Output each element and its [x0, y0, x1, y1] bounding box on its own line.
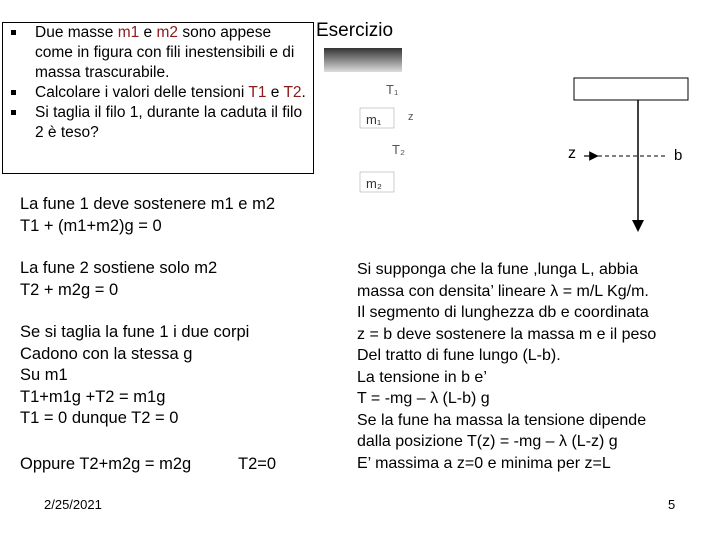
text-line: Se la fune ha massa la tensione dipende: [357, 411, 647, 429]
text-line: Cadono con la stessa g: [20, 344, 193, 363]
question-text: e: [139, 24, 157, 41]
question-list: [3, 23, 313, 143]
text-line: T = -mg – λ (L-b) g: [357, 390, 490, 407]
text-line: z = b deve sostenere la massa m e il peso: [357, 325, 657, 343]
label-t2: T₂: [392, 142, 405, 157]
text-line: T1 + (m1+m2)g = 0: [20, 216, 162, 235]
block-fune-1: [20, 194, 275, 237]
text-line: La fune 1 deve sostenere m1 e m2: [20, 195, 275, 213]
text-line: Si supponga che la fune ,lunga L, abbia: [357, 261, 639, 278]
label-z: z: [408, 111, 414, 123]
footer-date: 2/25/2021: [44, 497, 102, 512]
ceiling-bar: [324, 48, 402, 72]
label-m1: m₁: [366, 112, 382, 127]
text-line: Del tratto di fune lungo (L-b).: [357, 347, 561, 364]
block-fune-2: [20, 258, 217, 301]
rope-density-explanation: [357, 259, 656, 474]
bullet-icon: [11, 110, 16, 115]
text-line: La fune 2 sostiene solo m2: [20, 259, 218, 277]
question-text: e: [266, 84, 284, 101]
text-line: Il segmento di lunghezza db e coordinata: [357, 304, 649, 321]
highlighted-term: m2: [156, 24, 179, 41]
label-m2: m₂: [366, 176, 382, 191]
hanging-masses-diagram: [320, 40, 440, 200]
question-text: .: [301, 84, 306, 101]
label-z-axis: z: [568, 145, 576, 162]
label-b: b: [674, 147, 683, 164]
highlighted-term: m1: [117, 24, 140, 41]
question-item: [3, 83, 313, 103]
text-line: dalla posizione T(z) = -mg – λ (L-z) g: [357, 433, 618, 450]
question-text: Due masse: [35, 24, 118, 41]
text-line: La tensione in b e’: [357, 368, 487, 386]
block-taglio: [20, 322, 249, 430]
question-item: [3, 23, 313, 83]
question-box: [2, 22, 314, 174]
highlighted-term: T1: [248, 84, 267, 101]
label-t1: T₁: [386, 82, 399, 97]
page-number: 5: [668, 497, 676, 512]
text-line: T1+m1g +T2 = m1g: [20, 387, 166, 406]
text-line: massa con densita’ lineare λ = m/L Kg/m.: [357, 282, 649, 300]
highlighted-term: T2: [283, 84, 302, 101]
question-text: Si taglia il filo 1, durante la caduta il filo 2 è teso?: [35, 104, 303, 141]
hanging-rope-diagram: [570, 60, 720, 240]
text-line: T1 = 0 dunque T2 = 0: [20, 409, 179, 427]
text-t2-zero: T2=0: [238, 455, 277, 473]
text-line: Se si taglia la fune 1 i due corpi: [20, 323, 250, 341]
question-text: Calcolare i valori delle tensioni: [35, 84, 249, 101]
bullet-icon: [11, 90, 16, 95]
bullet-icon: [11, 30, 16, 35]
support-bar: [574, 78, 688, 100]
text-line: T2 + m2g = 0: [20, 280, 119, 299]
text-line: Su m1: [20, 366, 68, 384]
text-line: E’ massima a z=0 e minima per z=L: [357, 454, 611, 472]
question-text: sono appese come in figura con fili inestensibili e di massa trascurabile.: [35, 24, 295, 81]
question-item: [3, 103, 313, 143]
slide-title: Esercizio: [316, 20, 394, 41]
text-oppure: Oppure T2+m2g = m2g: [20, 455, 192, 473]
